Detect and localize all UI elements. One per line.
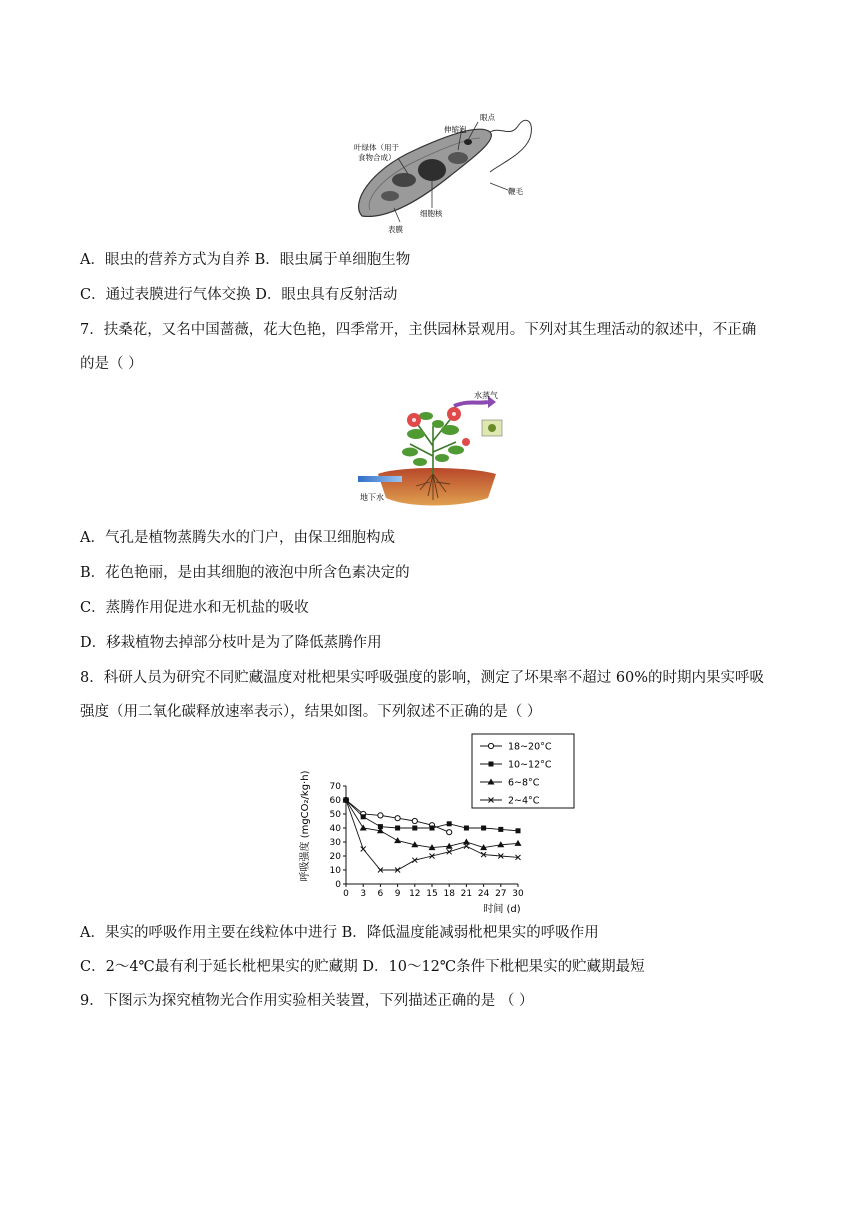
q8-options-row1: A．果实的呼吸作用主要在线粒体中进行 B．降低温度能减弱枇杷果实的呼吸作用: [80, 925, 599, 941]
x-tick-label: 9: [394, 889, 401, 899]
eyespot-label: 眼点: [480, 113, 495, 122]
respiration-chart: [290, 730, 590, 918]
x-tick-label: 6: [377, 889, 384, 899]
x-tick-label: 21: [460, 889, 473, 899]
y-tick-label: 70: [329, 782, 341, 792]
groundwater-label: 地下水: [360, 493, 384, 502]
x-axis-label: 时间 (d): [483, 904, 521, 915]
membrane-label: 表膜: [388, 225, 403, 234]
q8-options-row2: C．2～4℃最有利于延长枇杷果实的贮藏期 D．10～12℃条件下枇杷果实的贮藏期最短: [80, 959, 645, 975]
data-point-s1: [481, 826, 486, 831]
nucleus-label: 细胞核: [420, 209, 443, 218]
x-tick-label: 30: [512, 889, 524, 899]
data-point-s1: [395, 826, 400, 831]
data-point-s1: [464, 826, 469, 831]
q9-stem: 9．下图示为探究植物光合作用实验相关装置，下列描述正确的是 （ ）: [80, 993, 534, 1009]
legend-label: 18~20°C: [508, 741, 552, 753]
legend-marker: [488, 743, 493, 748]
q7-stem-line1: 7．扶桑花，又名中国蔷薇，花大色艳，四季常开，主供园林景观用。下列对其生理活动的叙述中，不正确: [80, 322, 757, 338]
data-point-s2: [515, 840, 522, 846]
series-line-3: [346, 800, 518, 870]
q7-option-d: D．移栽植物去掉部分枝叶是为了降低蒸腾作用: [80, 635, 382, 651]
y-tick-label: 40: [329, 824, 341, 834]
legend-label: 10~12°C: [508, 759, 552, 771]
data-point-s1: [412, 826, 417, 831]
x-tick-label: 18: [443, 889, 455, 899]
q7-stem-line2: 的是（ ）: [80, 356, 143, 372]
flagellum-label: 鞭毛: [508, 187, 523, 196]
x-tick-label: 0: [343, 889, 349, 899]
data-point-s1: [447, 821, 452, 826]
data-point-s1: [516, 828, 521, 833]
y-tick-label: 30: [329, 838, 341, 848]
data-point-s0: [412, 818, 417, 823]
q8-stem-line2: 强度（用二氧化碳释放速率表示），结果如图。下列叙述不正确的是（ ）: [80, 704, 542, 720]
data-point-s1: [430, 826, 435, 831]
q8-stem-line1: 8．科研人员为研究不同贮藏温度对枇杷果实呼吸强度的影响，测定了坏果率不超过 60%的时期内果实呼吸: [80, 670, 765, 686]
data-point-s1: [498, 827, 503, 832]
y-tick-label: 50: [329, 810, 341, 820]
y-tick-label: 60: [329, 796, 341, 806]
q7-option-c: C．蒸腾作用促进水和无机盐的吸收: [80, 600, 309, 616]
data-point-s2: [463, 839, 470, 845]
y-tick-label: 0: [335, 880, 341, 890]
legend-label: 6~8°C: [508, 777, 540, 789]
legend-label: 2~4°C: [508, 795, 540, 807]
hibiscus-figure: [358, 386, 508, 508]
data-point-s3: [361, 847, 366, 852]
data-point-s0: [447, 830, 452, 835]
legend-marker: [489, 762, 494, 767]
data-point-s2: [394, 837, 401, 843]
data-point-s2: [360, 825, 367, 831]
q7-option-a: A．气孔是植物蒸腾失水的门户，由保卫细胞构成: [80, 530, 395, 546]
q7-option-b: B．花色艳丽，是由其细胞的液泡中所含色素决定的: [80, 565, 410, 581]
chloroplast-label-1: 叶绿体（用于: [354, 143, 399, 152]
data-point-s0: [395, 816, 400, 821]
x-tick-label: 3: [360, 889, 367, 899]
water-vapor-label: 水蒸气: [474, 391, 498, 400]
data-point-s0: [378, 813, 383, 818]
euglena-figure: [340, 108, 550, 236]
x-tick-label: 24: [477, 889, 490, 899]
x-tick-label: 12: [409, 889, 421, 899]
x-tick-label: 15: [426, 889, 438, 899]
q6-options-row1: A．眼虫的营养方式为自养 B．眼虫属于单细胞生物: [80, 252, 411, 268]
q6-options-row2: C．通过表膜进行气体交换 D．眼虫具有反射活动: [80, 287, 398, 303]
data-point-s1: [361, 814, 366, 819]
y-tick-label: 20: [329, 852, 341, 862]
contractile-vacuole-label: 伸缩泡: [444, 125, 467, 134]
x-tick-label: 27: [495, 889, 507, 899]
y-axis-label: 呼吸强度 (mgCO₂/kg·h): [300, 770, 311, 882]
chloroplast-label-2: 食物合成）: [358, 153, 396, 162]
y-tick-label: 10: [329, 866, 341, 876]
